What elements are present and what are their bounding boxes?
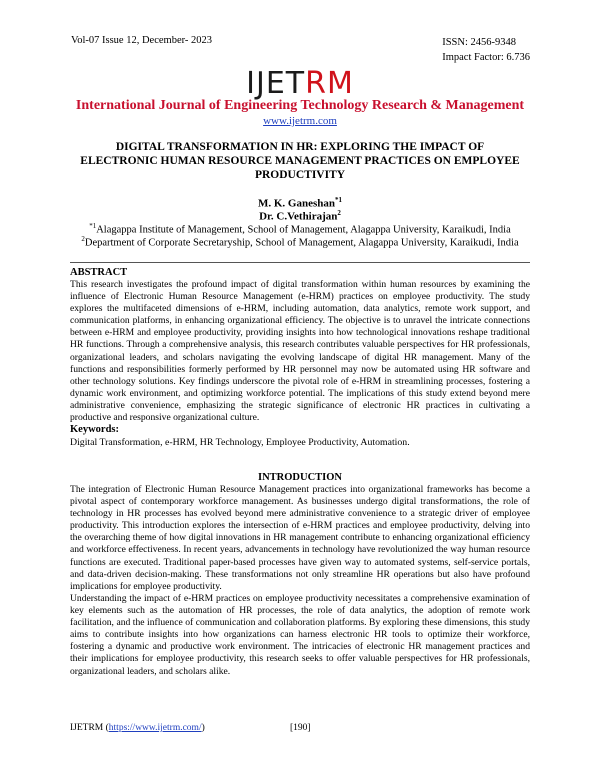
keywords-text: Digital Transformation, e-HRM, HR Technology, Employee Productivity, Automation.	[70, 437, 410, 448]
author-2: Dr. C.Vethirajan$^2$	[259, 209, 341, 223]
paper-title	[60, 140, 540, 182]
abstract-heading: ABSTRACT	[70, 267, 128, 278]
journal-meta	[442, 35, 530, 65]
keywords-heading: Keywords:	[70, 424, 119, 435]
introduction-paragraph-1: The integration of Electronic Human Resource Management practices into organizational frameworks has become a pivotal aspect of contemporary workforce management. As businesses undergo digital transformations, the role of technology in HR processes has evolved beyond mere administrative convenience to a strategic driver of employee productivity. This introduction explores the intersection of e-HRM practices and employee productivity, delving into the overarching theme of how digital innovations in HR management contribute to enhancing organizational efficiency and workforce effectiveness. In recent years, advancements in technology have revolutionized the way human resource functions are executed. Traditional paper-based processes have given way to automated systems, self-service portals, and data-driven decision-making. These transformations not only streamline HR operations but also have profound implications for employee productivity.	[70, 484, 530, 592]
author-1: M. K. Ganeshan$^{*1}$	[257, 196, 342, 210]
footer-citation: IJETRM (https://www.ijetrm.com/)	[70, 723, 205, 733]
logo-prefix: IJET	[246, 66, 306, 101]
title-line: DIGITAL TRANSFORMATION IN HR: EXPLORING THE IMPACT OF	[115, 141, 485, 153]
journal-logo	[0, 66, 600, 101]
affiliation-2: $^2$Department of Corporate Secretaryship, School of Management, Alagappa University, Karaikudi, India	[81, 235, 519, 249]
journal-website-link[interactable]: www.ijetrm.com	[263, 115, 337, 127]
introduction-heading: INTRODUCTION	[257, 472, 342, 483]
abstract-text: This research investigates the profound impact of digital transformation within human resources by examining the influence of Electronic Human Resource Management (e-HRM) practices on employee productivity. The study explores the multifaceted dimensions of e-HRM, including automation, data analytics, remote work support, and communication platforms, in enhancing organizational efficiency. The objective is to unravel the intricate connections between e-HRM and employee productivity, providing insights into how technological innovations reshape traditional HR functions. Through a comprehensive analysis, this research contributes valuable perspectives for HR professionals, organizational leaders, and scholars navigating the evolving landscape of digital HR management. Many of the functions and responsibilities formerly performed by HR personnel may now be automated using HR software and other technology solutions. Key findings underscore the pivotal role of e-HRM in streamlining processes, fostering a dynamic work environment, and optimizing workforce potential. The implications of this study extend beyond mere administrative convenience, emphasizing the strategic significance of electronic HR practices in cultivating a productive and responsive organizational culture.	[70, 279, 530, 424]
divider	[70, 262, 530, 263]
introduction-paragraph-2: Understanding the impact of e-HRM practices on employee productivity necessitates a comprehensive examination of key elements such as the automation of HR processes, the role of data analytics, the adoption of remote work facilitation, and the influence of communication and collaboration platforms. By exploring these dimensions, this study aims to contribute insights into how organizations can harness electronic HR tools to optimize their workforce, fostering a dynamic and productive work environment. The intricacies of electronic HR management practices and their implications for employee productivity, this research seeks to offer valuable perspectives for HR professionals, organizational leaders, and scholars alike.	[70, 593, 530, 677]
page-number: [190]	[290, 723, 311, 733]
title-line: PRODUCTIVITY	[254, 169, 346, 181]
affiliation-1: $^{*1}$Alagappa Institute of Management, School of Management, Alagappa University, Karaikudi, India	[89, 222, 511, 236]
issn: ISSN: 2456-9348	[442, 37, 517, 48]
volume-info: Vol-07 Issue 12, December- 2023	[71, 35, 213, 46]
journal-name: International Journal of Engineering Technology Research & Management	[75, 98, 525, 113]
title-line: ELECTRONIC HUMAN RESOURCE MANAGEMENT PRACTICES ON EMPLOYEE	[80, 155, 520, 167]
logo-accent: RM	[305, 66, 354, 101]
impact-factor: Impact Factor: 6.736	[442, 52, 530, 63]
footer-link[interactable]: https://www.ijetrm.com/	[108, 723, 202, 733]
